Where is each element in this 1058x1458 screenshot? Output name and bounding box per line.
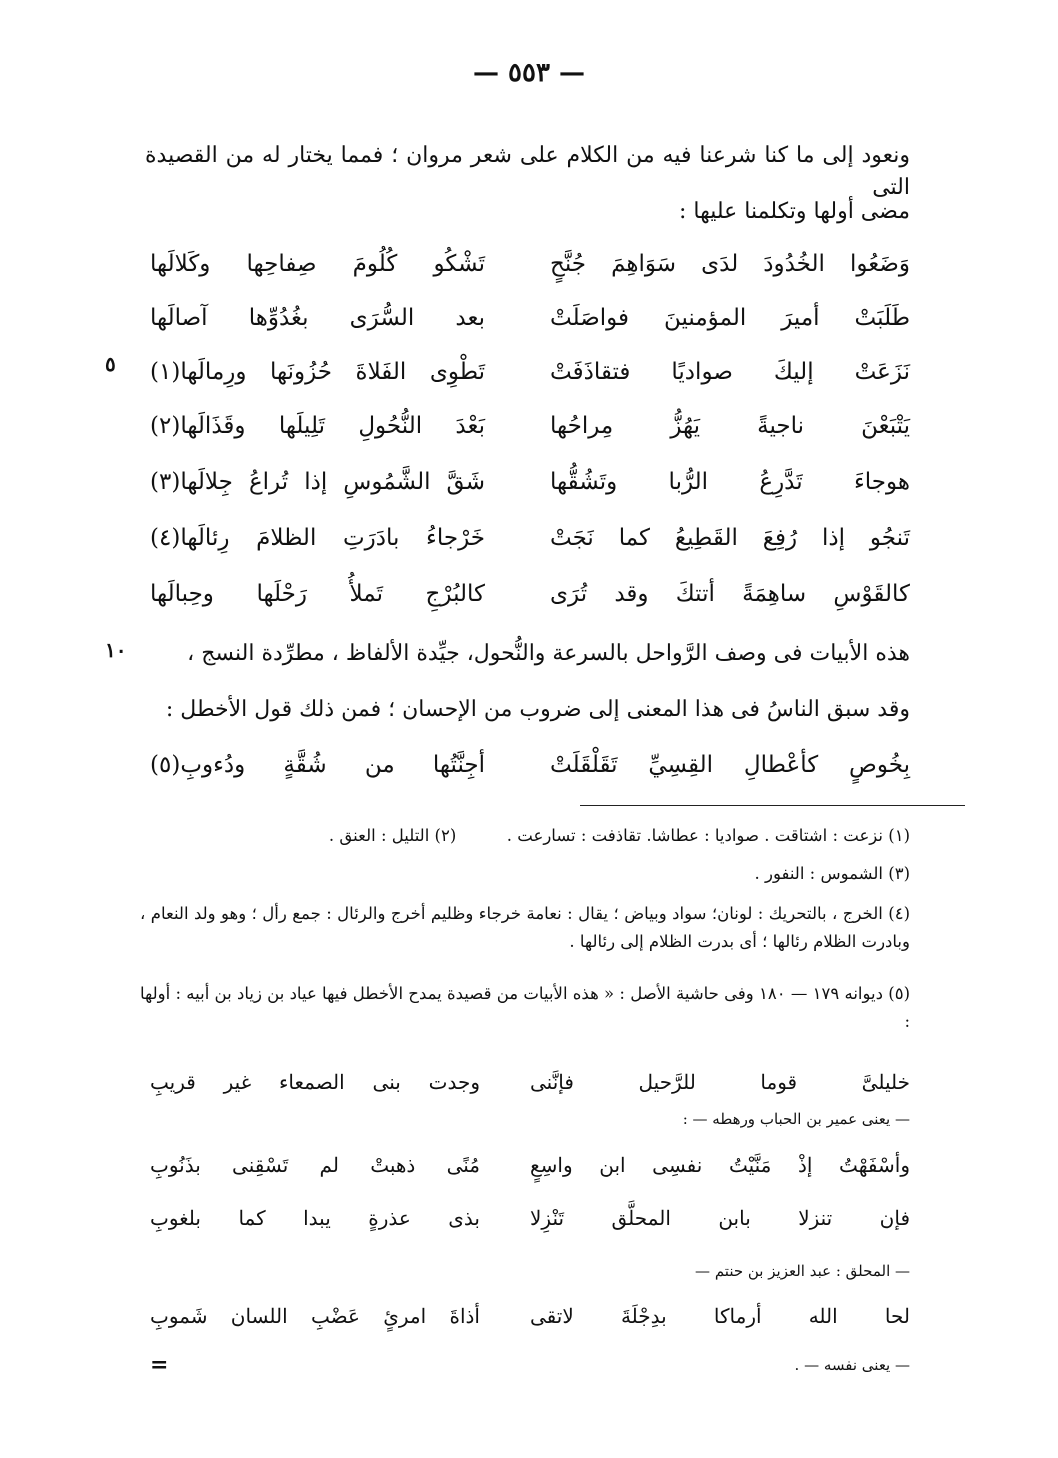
footnote-verse-1: [150, 1062, 910, 1102]
verse-hemistich-1: هوجاءَ تَدَّرِعُ الرُّبا وتَشُقُّها: [550, 469, 910, 495]
verse-hemistich-1: وأسْفَهْتُ إذْ مَنَّيْتُ نفسِى ابن واسِعٍ: [530, 1153, 910, 1177]
verse-3: [150, 352, 910, 392]
footnote-4: (٤) الخرج ، بالتحريك : لونان؛ سواد وبياض ؛ يقال : نعامة خرجاء وظليم أخرج والرئال : جمع رأل ؛ وهو ولد النعام ، وبادرت الظلام رئالها ؛ أى بدرت الظلام إلى رئالها .: [140, 904, 910, 951]
footnote-divider: [580, 805, 965, 806]
footnote-note-3: — يعنى نفسه — .: [794, 1356, 910, 1374]
verse-hemistich-2: بعد السُّرَى بغُدُوِّها آصالَها: [150, 305, 485, 331]
verse-hemistich-1: يَتْبَعْنَ ناجيةً يَهُزُّ مِراحُها: [550, 413, 910, 439]
verse-hemistich-2: تَشْكُو كُلُومَ صِفاحِها وكَلالَها: [150, 251, 485, 277]
verse-hemistich-2: مُنًى ذهبتْ لم تَسْقِنى بذَنُوبِ: [150, 1153, 480, 1177]
verse-hemistich-2: تَطْوِى الفَلاةَ حُزُونَها ورِمالَها(١): [150, 359, 485, 385]
verse-7: [150, 574, 910, 614]
footnote-1: (١) نزعت : اشتاقت . صواديا : عطاشا. تقاذفت : تسارعت .: [506, 826, 910, 845]
footnote-note-2: — المحلق : عبد العزيز بن حنتم —: [695, 1262, 910, 1280]
verse-hemistich-1: وَضَعُوا الخُدُودَ لدَى سَوَاهِمَ جُنَّحٍ: [550, 251, 910, 277]
footnote-line: [140, 822, 910, 850]
page-number: — ٥٥٣ —: [472, 58, 586, 88]
verse-hemistich-1: تَنجُو إذا رُفِعَ القَطِيعُ كما نَجَتْ: [550, 525, 910, 551]
end-mark: =: [150, 1352, 169, 1378]
verse-1: [150, 244, 910, 284]
footnote-2: (٢) التليل : العنق .: [328, 826, 457, 845]
footnote-note-1: — يعنى عمير بن الحباب ورهطه — :: [682, 1110, 910, 1128]
footnote-5: (٥) ديوانه ١٧٩ — ١٨٠ وفى حاشية الأصل : « هذه الأبيات من قصيدة يمدح الأخطل فيها عياد بن زياد بن أبيه : أولها :: [140, 984, 910, 1031]
verse-hemistich-1: فإن تنزلا بابن المحلَّق تَنْزِلا: [530, 1206, 910, 1230]
verse-5: [150, 462, 910, 502]
verse-hemistich-1: بِخُوصٍ كأعْطالِ القِسِيِّ تَقَلْقَلَتْ: [550, 752, 910, 778]
verse-hemistich-2: أذاةَ امرئٍ عَضْبِ اللسان شَموبِ: [150, 1304, 480, 1328]
verse-hemistich-1: نَزَعَتْ إليكَ صواديًا فتقاذَفَتْ: [550, 359, 910, 385]
intro-line-2: مضى أولها وتكلمنا عليها :: [679, 199, 910, 224]
verse-6: [150, 518, 910, 558]
line-number-5: ٥: [105, 352, 116, 376]
footnote-3: (٣) الشموس : النفور .: [754, 864, 910, 883]
verse-4: [150, 406, 910, 446]
verse-hemistich-2: شَقَّ الشَّمُوسِ إذا تُراعُ جِلالَها(٣): [150, 469, 485, 495]
verse-hemistich-2: أجِنَّتُها من شُقَّةٍ ودُءوبِ(٥): [150, 752, 485, 778]
intro-line-1: ونعود إلى ما كنا شرعنا فيه من الكلام على شعر مروان ؛ فمما يختار له من القصيدة التى: [145, 143, 910, 200]
verse-hemistich-1: خليلىَّ قوما للرَّحيل فإنَّنى: [530, 1070, 910, 1094]
commentary-line-2: وقد سبق الناسُ فى هذا المعنى إلى ضروب من الإحسان ؛ فمن ذلك قول الأخطل :: [165, 697, 910, 722]
verse-hemistich-1: طَلَبَتْ أميرَ المؤمنينَ فواصَلَتْ: [550, 305, 910, 331]
verse-hemistich-2: خَرْجاءُ بادَرَتِ الظلامَ رِئالَها(٤): [150, 525, 485, 551]
verse-hemistich-1: لحا الله أرماكا بدِجْلَةَ لاتقى: [530, 1304, 910, 1328]
footnote-verse-4: [150, 1296, 910, 1336]
verse-hemistich-1: كالقَوْسِ ساهِمَةً أتتكَ وقد تُرَى: [550, 581, 910, 607]
line-number-10: ١٠: [105, 638, 127, 662]
verse-hemistich-2: وجدت بنى الصمعاء غير قريبِ: [150, 1070, 480, 1094]
footnote-verse-3: [150, 1198, 910, 1238]
akhtal-verse: [150, 745, 910, 785]
verse-hemistich-2: بَعْدَ النُّحُولِ تَلِيلَها وقَذَالَها(٢): [150, 413, 485, 439]
verse-hemistich-2: بذى عذرةٍ يبدا كما بلغوبِ: [150, 1206, 480, 1230]
commentary-line-1: هذه الأبيات فى وصف الرَّواحل بالسرعة والنُّحول، جيِّدة الألفاظ ، مطرِّدة النسج ،: [187, 641, 910, 666]
verse-hemistich-2: كالبُرْجِ تَملأُ رَحْلَها وحِبالَها: [150, 581, 485, 607]
verse-2: [150, 298, 910, 338]
footnote-verse-2: [150, 1145, 910, 1185]
